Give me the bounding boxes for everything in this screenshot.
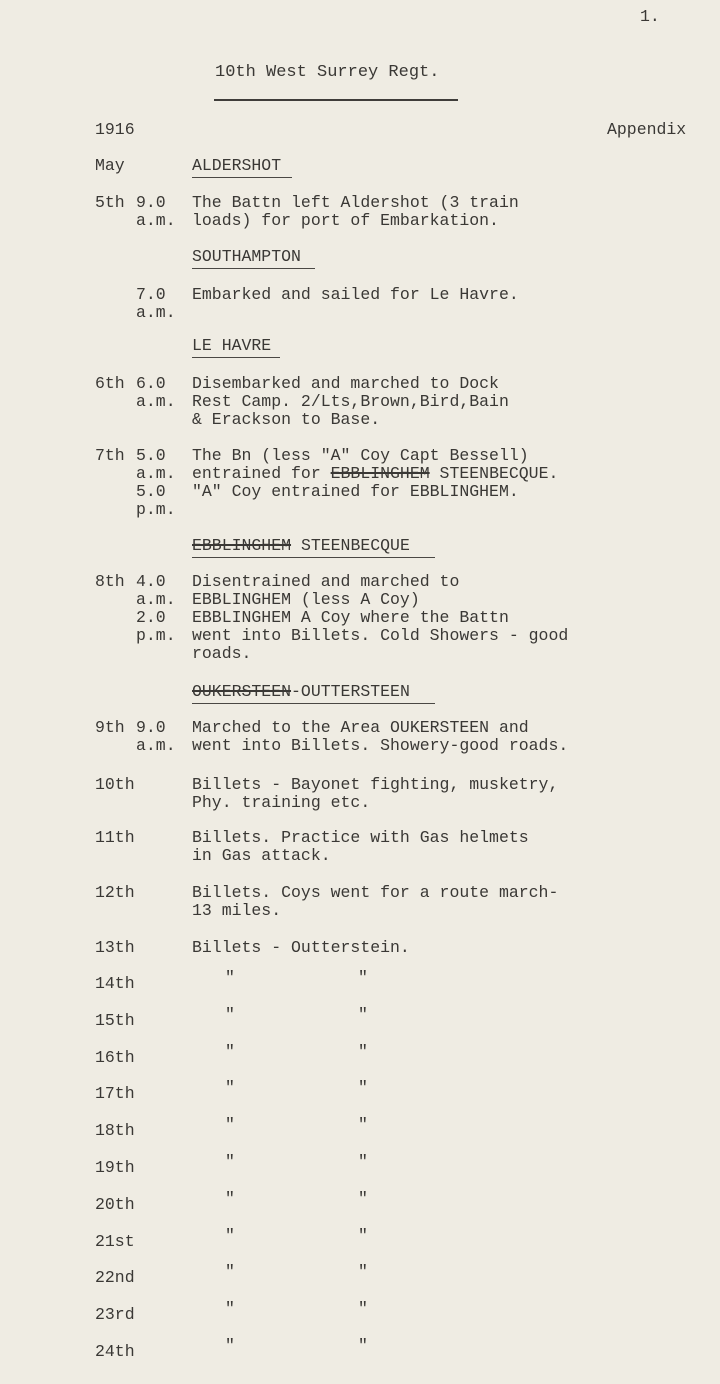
entry-day: 7th — [95, 446, 125, 465]
entry-text: Billets - Bayonet fighting, musketry, — [192, 775, 559, 794]
entry-text: The Battn left Aldershot (3 train — [192, 193, 519, 212]
entry-day: 8th — [95, 572, 125, 591]
entry-day: 18th — [95, 1121, 135, 1140]
entry-time: p.m. — [136, 500, 176, 519]
ditto-mark: " — [225, 1262, 235, 1281]
ditto-mark: " — [225, 1042, 235, 1061]
ditto-mark: " — [225, 968, 235, 987]
entry-time: 4.0 — [136, 572, 166, 591]
entry-day: 11th — [95, 828, 135, 847]
entry-day: 24th — [95, 1342, 135, 1361]
entry-time: a.m. — [136, 303, 176, 322]
section-underline — [192, 557, 435, 558]
entry-day: 20th — [95, 1195, 135, 1214]
entry-text: went into Billets. Cold Showers - good — [192, 626, 569, 645]
ditto-mark: " — [225, 1005, 235, 1024]
entry-text: Disentrained and marched to — [192, 572, 460, 591]
entry-text: Marched to the Area OUKERSTEEN and — [192, 718, 529, 737]
entry-text: "A" Coy entrained for EBBLINGHEM. — [192, 482, 519, 501]
entry-text: Billets - Outterstein. — [192, 938, 410, 957]
entry-text — [192, 465, 558, 483]
entry-time: 5.0 — [136, 446, 166, 465]
entry-time: 5.0 — [136, 482, 166, 501]
entry-day: 19th — [95, 1158, 135, 1177]
entry-time: a.m. — [136, 736, 176, 755]
entry-text: roads. — [192, 644, 252, 663]
entry-text: EBBLINGHEM (less A Coy) — [192, 590, 420, 609]
ditto-mark: " — [358, 1262, 368, 1281]
entry-text: Embarked and sailed for Le Havre. — [192, 285, 519, 304]
entry-text: went into Billets. Showery-good roads. — [192, 736, 569, 755]
entry-text: Billets. Practice with Gas helmets — [192, 828, 529, 847]
entry-day: 17th — [95, 1084, 135, 1103]
entry-text: Billets. Coys went for a route march- — [192, 883, 559, 902]
entry-day: 15th — [95, 1011, 135, 1030]
entry-text: EBBLINGHEM A Coy where the Battn — [192, 608, 509, 627]
ditto-mark: " — [225, 1299, 235, 1318]
ditto-mark: " — [225, 1115, 235, 1134]
ditto-mark: " — [358, 1115, 368, 1134]
ditto-mark: " — [225, 1152, 235, 1171]
entry-day: 16th — [95, 1048, 135, 1067]
section-heading-le-havre: LE HAVRE — [192, 336, 272, 355]
ditto-mark: " — [358, 968, 368, 987]
ditto-mark: " — [358, 1336, 368, 1355]
entry-day: 14th — [95, 974, 135, 993]
entry-text: & Erackson to Base. — [192, 410, 381, 429]
ditto-mark: " — [225, 1078, 235, 1097]
entry-time: 7.0 — [136, 285, 166, 304]
entry-text: Phy. training etc. — [192, 793, 371, 812]
section-underline — [192, 177, 292, 178]
entry-text: in Gas attack. — [192, 846, 331, 865]
section-heading-outtersteen — [192, 683, 410, 701]
entry-day: 9th — [95, 718, 125, 737]
entry-time: 6.0 — [136, 374, 166, 393]
entry-time: 2.0 — [136, 608, 166, 627]
entry-text: The Bn (less "A" Coy Capt Bessell) — [192, 446, 529, 465]
entry-day: 21st — [95, 1232, 135, 1251]
section-underline — [192, 268, 315, 269]
ditto-mark: " — [225, 1226, 235, 1245]
page-title: 10th West Surrey Regt. — [215, 63, 440, 82]
entry-text: Disembarked and marched to Dock — [192, 374, 499, 393]
year: 1916 — [95, 120, 135, 139]
entry-time: 9.0 — [136, 193, 166, 212]
entry-text: loads) for port of Embarkation. — [192, 211, 499, 230]
entry-day: 5th — [95, 193, 125, 212]
page-number: 1. — [640, 7, 660, 26]
entry-text-part: entrained for — [192, 464, 331, 483]
title-underline — [214, 99, 458, 101]
entry-day: 23rd — [95, 1305, 135, 1324]
entry-time: a.m. — [136, 590, 176, 609]
section-underline — [192, 357, 280, 358]
entry-time: a.m. — [136, 392, 176, 411]
entry-time: p.m. — [136, 626, 176, 645]
entry-time: a.m. — [136, 464, 176, 483]
section-heading-southampton: SOUTHAMPTON — [192, 247, 301, 266]
ditto-mark: " — [358, 1299, 368, 1318]
section-underline — [192, 703, 435, 704]
appendix-label: Appendix — [607, 120, 687, 139]
entry-day: 22nd — [95, 1268, 135, 1287]
ditto-mark: " — [225, 1189, 235, 1208]
section-heading-steenbecque — [192, 537, 410, 555]
entry-text: 13 miles. — [192, 901, 282, 920]
entry-text-part: STEENBECQUE. — [429, 464, 559, 483]
section-heading-text: STEENBECQUE — [300, 536, 410, 555]
struck-word: OUKERSTEEN — [192, 682, 292, 701]
struck-word: EBBLINGHEM — [192, 536, 292, 555]
month: May — [95, 156, 125, 175]
ditto-mark: " — [358, 1042, 368, 1061]
ditto-mark: " — [358, 1226, 368, 1245]
ditto-mark: " — [358, 1189, 368, 1208]
entry-time: a.m. — [136, 211, 176, 230]
ditto-mark: " — [358, 1152, 368, 1171]
entry-day: 12th — [95, 883, 135, 902]
entry-day: 13th — [95, 938, 135, 957]
entry-text: Rest Camp. 2/Lts,Brown,Bird,Bain — [192, 392, 509, 411]
section-heading-aldershot: ALDERSHOT — [192, 156, 282, 175]
entry-day: 6th — [95, 374, 125, 393]
ditto-mark: " — [358, 1078, 368, 1097]
struck-word: EBBLINGHEM — [330, 464, 430, 483]
entry-day: 10th — [95, 775, 135, 794]
entry-time: 9.0 — [136, 718, 166, 737]
section-heading-text: -OUTTERSTEEN — [291, 682, 410, 701]
ditto-mark: " — [225, 1336, 235, 1355]
ditto-mark: " — [358, 1005, 368, 1024]
